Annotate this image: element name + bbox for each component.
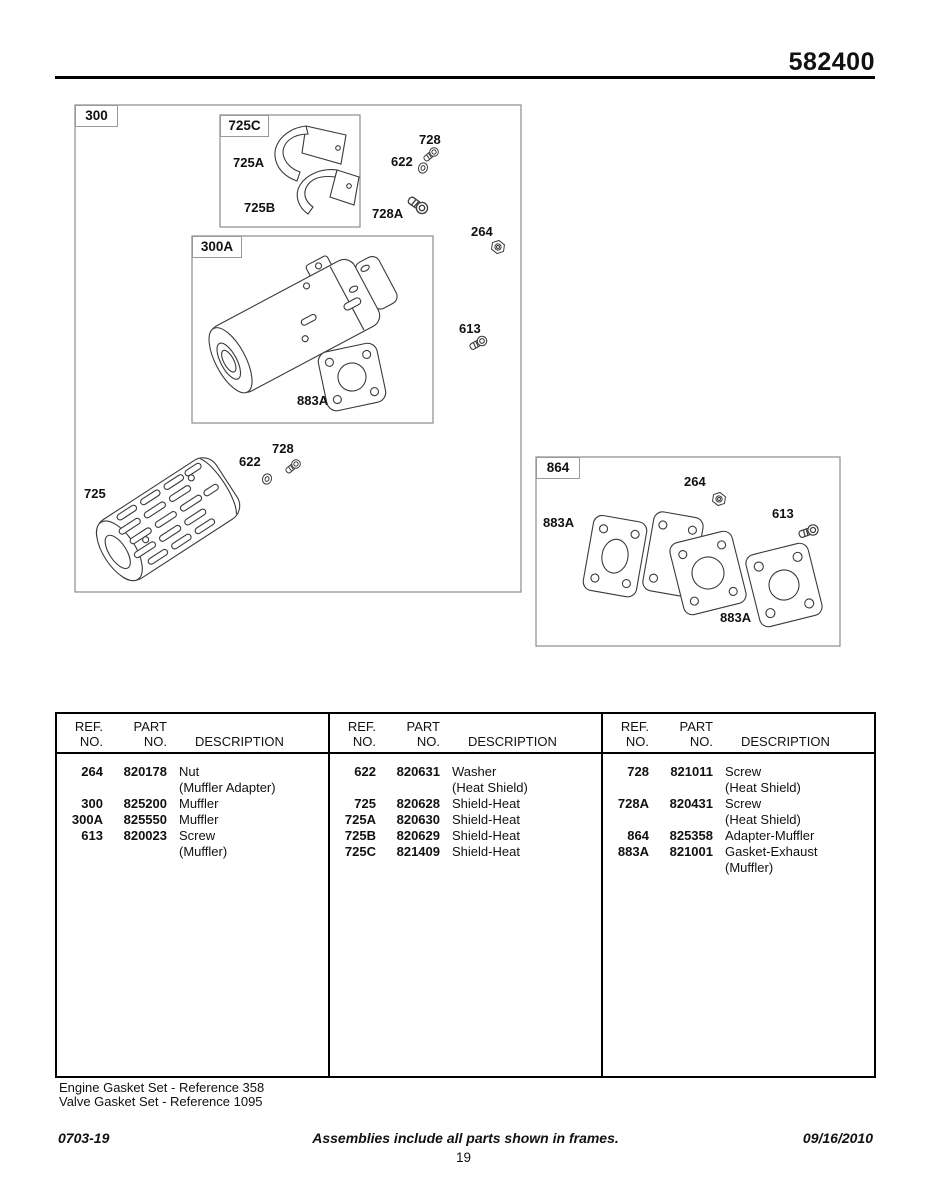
gasket-883A-right-drawing xyxy=(744,541,824,628)
frame-label-725C: 725C xyxy=(220,115,269,137)
adapter-front-flange-drawing xyxy=(668,529,748,616)
table-row xyxy=(603,764,874,780)
description-cont: (Heat Shield) xyxy=(725,812,801,827)
description-header: DESCRIPTION xyxy=(195,734,284,749)
gasket-883A-left-drawing xyxy=(582,514,648,598)
footer-date: 09/16/2010 xyxy=(802,1130,873,1146)
page-title-model-number: 582400 xyxy=(788,48,875,76)
part-no: 821001 xyxy=(669,844,713,859)
ref-no: 300 xyxy=(81,796,103,811)
ref-no-header: REF. NO. xyxy=(74,719,103,749)
frame-label-864: 864 xyxy=(536,457,580,479)
table-row xyxy=(330,796,601,812)
ref-no: 728 xyxy=(627,764,649,779)
part-label-725: 725 xyxy=(84,486,106,501)
screw-icon-728A xyxy=(406,194,430,215)
page-footer xyxy=(55,1130,876,1148)
part-no: 820178 xyxy=(123,764,167,779)
part-no-header: PART NO. xyxy=(679,719,713,749)
description: Screw xyxy=(725,796,762,811)
table-row xyxy=(330,828,601,844)
screw-icon-728-lower xyxy=(284,458,302,475)
nut-icon-264-864 xyxy=(712,491,727,506)
ref-no: 883A xyxy=(617,844,649,859)
parts-table-column-3 xyxy=(601,714,874,1076)
ref-no: 864 xyxy=(627,828,649,843)
description-header: DESCRIPTION xyxy=(468,734,557,749)
parts-table-column-1 xyxy=(57,714,328,1076)
description: Washer xyxy=(452,764,497,779)
table-row xyxy=(330,812,601,828)
heat-shield-725B-drawing xyxy=(297,170,359,214)
description: Muffler xyxy=(179,812,219,827)
ref-no: 622 xyxy=(354,764,376,779)
description-cont: (Muffler) xyxy=(179,844,228,859)
description-header: DESCRIPTION xyxy=(741,734,830,749)
part-label-883A-lower: 883A xyxy=(720,610,752,625)
description-cont: (Heat Shield) xyxy=(725,780,801,795)
column-header xyxy=(57,714,328,754)
description: Adapter-Muffler xyxy=(725,828,815,843)
gasket-set-notes xyxy=(59,1081,264,1108)
table-row-cont xyxy=(603,780,874,796)
part-no: 821011 xyxy=(670,764,713,779)
ref-no: 725 xyxy=(354,796,376,811)
description: Shield-Heat xyxy=(452,844,520,859)
column-header xyxy=(330,714,601,754)
description: Shield-Heat xyxy=(452,812,520,827)
table-row xyxy=(330,764,601,780)
table-row-cont xyxy=(330,780,601,796)
parts-list-table xyxy=(55,712,876,1078)
valve-gasket-note: Valve Gasket Set - Reference 1095 xyxy=(59,1093,263,1109)
screw-icon-728 xyxy=(422,146,440,163)
washer-icon-622 xyxy=(417,162,429,175)
part-no: 820628 xyxy=(396,796,440,811)
table-row xyxy=(603,828,874,844)
part-label-725A: 725A xyxy=(233,155,265,170)
ref-no: 300A xyxy=(71,812,103,827)
part-label-264: 264 xyxy=(471,224,493,239)
table-row-cont xyxy=(57,844,328,860)
part-label-613: 613 xyxy=(459,321,481,336)
engine-gasket-note: Engine Gasket Set - Reference 358 xyxy=(59,1080,265,1095)
frame-label-300A: 300A xyxy=(192,236,242,258)
table-row-cont xyxy=(57,780,328,796)
ref-no-header: REF. NO. xyxy=(347,719,376,749)
part-no: 825550 xyxy=(123,812,167,827)
part-label-883A: 883A xyxy=(297,393,329,408)
description-cont: (Muffler) xyxy=(725,860,774,875)
table-row-cont xyxy=(603,860,874,876)
table-row xyxy=(603,844,874,860)
part-label-622-lower: 622 xyxy=(239,454,261,469)
parts-table-column-2 xyxy=(328,714,601,1076)
description: Screw xyxy=(725,764,762,779)
part-no: 821409 xyxy=(396,844,440,859)
part-label-264-864: 264 xyxy=(684,474,706,489)
table-row xyxy=(57,828,328,844)
part-label-728A: 728A xyxy=(372,206,404,221)
screw-icon-613 xyxy=(468,335,488,352)
part-no: 820431 xyxy=(669,796,713,811)
part-no-header: PART NO. xyxy=(133,719,167,749)
part-no-header: PART NO. xyxy=(406,719,440,749)
ref-no: 725B xyxy=(344,828,376,843)
description: Muffler xyxy=(179,796,219,811)
ref-no: 264 xyxy=(81,764,103,779)
frame-label-300: 300 xyxy=(75,105,118,127)
part-label-883A-left: 883A xyxy=(543,515,575,530)
part-label-728-lower: 728 xyxy=(272,441,294,456)
part-no: 825358 xyxy=(669,828,713,843)
nut-icon-264 xyxy=(491,239,506,254)
description: Gasket-Exhaust xyxy=(725,844,818,859)
description: Screw xyxy=(179,828,216,843)
part-label-613-864: 613 xyxy=(772,506,794,521)
part-no: 820629 xyxy=(396,828,440,843)
ref-no-header: REF. NO. xyxy=(620,719,649,749)
part-label-728: 728 xyxy=(419,132,441,147)
part-label-725B: 725B xyxy=(244,200,276,215)
part-no: 825200 xyxy=(123,796,167,811)
page-number: 19 xyxy=(455,1150,472,1165)
screw-icon-613-864 xyxy=(798,523,820,539)
ref-no: 725A xyxy=(344,812,376,827)
heat-shield-725-drawing xyxy=(87,452,246,589)
ref-no: 725C xyxy=(344,844,376,859)
description: Shield-Heat xyxy=(452,828,520,843)
description-cont: (Muffler Adapter) xyxy=(179,780,276,795)
footer-doc-code: 0703-19 xyxy=(58,1130,110,1146)
ref-no: 613 xyxy=(81,828,103,843)
footer-assemblies-note: Assemblies include all parts shown in frames. xyxy=(312,1130,619,1146)
part-no: 820630 xyxy=(396,812,440,827)
description: Nut xyxy=(179,764,200,779)
table-row xyxy=(603,796,874,812)
table-row xyxy=(57,812,328,828)
column-header xyxy=(603,714,874,754)
table-row-cont xyxy=(603,812,874,828)
description: Shield-Heat xyxy=(452,796,520,811)
part-label-622: 622 xyxy=(391,154,413,169)
description-cont: (Heat Shield) xyxy=(452,780,528,795)
part-no: 820023 xyxy=(123,828,167,843)
washer-icon-622-lower xyxy=(261,473,273,486)
table-row xyxy=(330,844,601,860)
ref-no: 728A xyxy=(617,796,649,811)
part-no: 820631 xyxy=(396,764,440,779)
table-row xyxy=(57,796,328,812)
table-row xyxy=(57,764,328,780)
